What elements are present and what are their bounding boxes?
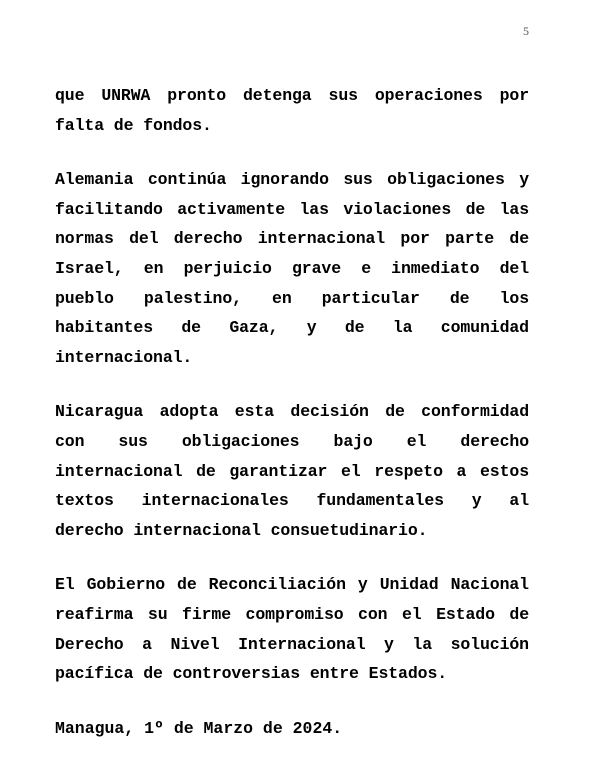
document-body [55, 81, 529, 743]
paragraph-germany-obligations: Alemania continúa ignorando sus obligaciones y facilitando activamente las violaciones de las normas del derecho internacional por parte de Israel, en perjuicio grave e inmediato del pueblo palestino, en particular de los habitantes de Gaza, y de la comunidad internacional. [55, 170, 529, 367]
paragraph-unrwa-funding: que UNRWA pronto detenga sus operaciones por falta de fondos. [55, 86, 529, 135]
paragraph-nicaragua-decision: Nicaragua adopta esta decisión de conformidad con sus obligaciones bajo el derecho internacional de garantizar el respeto a estos textos internacionales fundamentales y al derecho internacional consuetudinario. [55, 402, 529, 540]
page-number: 5 [523, 24, 529, 38]
place-and-date: Managua, 1º de Marzo de 2024. [55, 718, 343, 738]
paragraph-government-commitment: El Gobierno de Reconciliación y Unidad Nacional reafirma su firme compromiso con el Estado de Derecho a Nivel Internacional y la solución pacífica de controversias entre Estados. [55, 575, 529, 684]
